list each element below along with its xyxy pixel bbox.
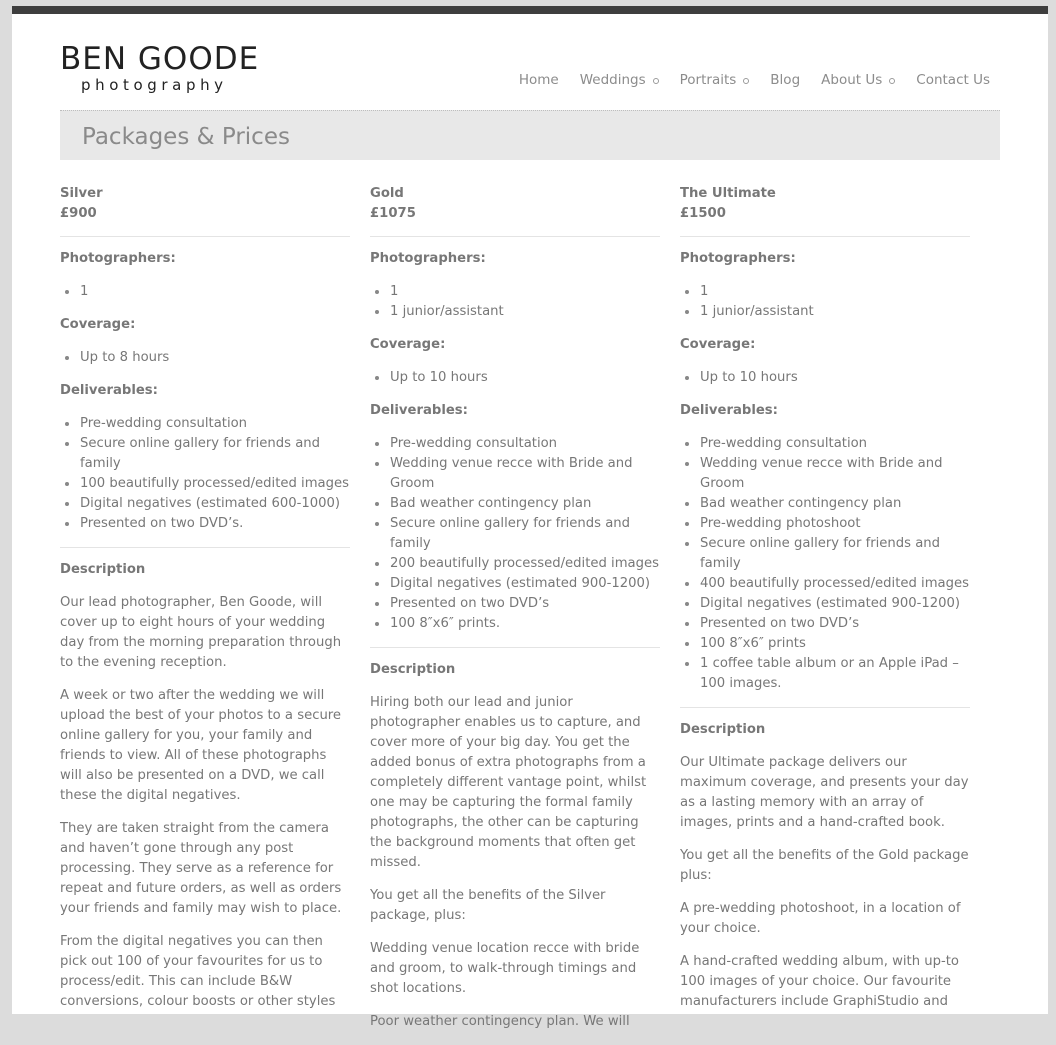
list-item: Presented on two DVD’s.: [80, 514, 350, 534]
description-label: Description: [60, 562, 146, 577]
nav-item-about-us[interactable]: [821, 70, 895, 90]
list-item: Up to 10 hours: [700, 368, 970, 388]
nav-item-blog[interactable]: [770, 70, 800, 90]
package-price: £1500: [680, 206, 726, 221]
list-item: 1 coffee table album or an Apple iPad – 100 images.: [700, 654, 970, 694]
deliverables-list: [680, 434, 970, 694]
nav-item-portraits[interactable]: [680, 70, 750, 90]
page-frame: [12, 6, 1048, 1029]
list-item: Up to 8 hours: [80, 348, 350, 368]
page-title-bar: [60, 110, 1000, 160]
description-paragraph: Poor weather contingency plan. We will: [370, 1014, 630, 1029]
page-title: Packages & Prices: [82, 124, 290, 150]
description-paragraph: Hiring both our lead and junior photographer enables us to capture, and cover more of your big day. You get the added bonus of extra photographs from a completely different vantage point, whilst one may be capturing the formal family photographs, the other can be capturing the background moments that often get missed.: [370, 695, 647, 870]
package-name: Silver: [60, 186, 103, 201]
nav-item-label: Contact Us: [916, 72, 990, 88]
list-item: Wedding venue recce with Bride and Groom: [390, 454, 660, 494]
deliverables-label: Deliverables:: [60, 383, 158, 398]
package-name: Gold: [370, 186, 404, 201]
list-item: 100 8″x6″ prints: [700, 634, 970, 654]
divider: [370, 236, 660, 237]
nav-item-label: Portraits: [679, 72, 737, 88]
list-item: Secure online gallery for friends and family: [390, 514, 660, 554]
photographers-list: [680, 282, 970, 322]
description-paragraph: A pre-wedding photoshoot, in a location of your choice.: [680, 901, 961, 936]
list-item: Presented on two DVD’s: [390, 594, 660, 614]
nav-item-label: About Us: [821, 72, 883, 88]
nav-item-label: Blog: [770, 72, 801, 88]
list-item: 1: [80, 282, 350, 302]
photographers-label: Photographers:: [60, 251, 176, 266]
description-label: Description: [370, 662, 456, 677]
list-item: Bad weather contingency plan: [700, 494, 970, 514]
deliverables-list: [60, 414, 350, 534]
divider: [60, 236, 350, 237]
divider: [680, 707, 970, 708]
description-paragraph: They are taken straight from the camera and haven’t gone through any post processing. They serve as a reference for repeat and future orders, as well as orders your friends and family may wish to place.: [60, 821, 342, 916]
coverage-label: Coverage:: [370, 337, 446, 352]
list-item: Pre-wedding consultation: [390, 434, 660, 454]
coverage-list: [370, 368, 660, 388]
deliverables-label: Deliverables:: [680, 403, 778, 418]
list-item: Pre-wedding consultation: [80, 414, 350, 434]
list-item: 100 8″x6″ prints.: [390, 614, 660, 634]
list-item: Digital negatives (estimated 600-1000): [80, 494, 350, 514]
deliverables-label: Deliverables:: [370, 403, 468, 418]
coverage-label: Coverage:: [60, 317, 136, 332]
list-item: 100 beautifully processed/edited images: [80, 474, 350, 494]
description-paragraph: Wedding venue location recce with bride and groom, to walk-through timings and shot locations.: [370, 941, 640, 996]
list-item: 1 junior/assistant: [390, 302, 660, 322]
list-item: Pre-wedding photoshoot: [700, 514, 970, 534]
nav-item-label: Weddings: [579, 72, 646, 88]
coverage-list: [60, 348, 350, 368]
list-item: Bad weather contingency plan: [390, 494, 660, 514]
list-item: Pre-wedding consultation: [700, 434, 970, 454]
package-column-gold: [370, 184, 660, 1045]
list-item: Secure online gallery for friends and family: [80, 434, 350, 474]
photographers-label: Photographers:: [680, 251, 796, 266]
dropdown-indicator-icon: [889, 78, 895, 84]
divider: [680, 236, 970, 237]
coverage-label: Coverage:: [680, 337, 756, 352]
photographers-list: [370, 282, 660, 322]
list-item: Up to 10 hours: [390, 368, 660, 388]
photographers-label: Photographers:: [370, 251, 486, 266]
description-paragraph: You get all the benefits of the Silver package, plus:: [370, 888, 606, 923]
list-item: 1: [390, 282, 660, 302]
photographers-list: [60, 282, 350, 302]
nav-item-contact-us[interactable]: [916, 70, 990, 90]
logo-subtitle: photography: [81, 76, 228, 94]
list-item: Wedding venue recce with Bride and Groom: [700, 454, 970, 494]
list-item: 400 beautifully processed/edited images: [700, 574, 970, 594]
package-column-ultimate: [680, 184, 970, 1025]
description-paragraph: Our lead photographer, Ben Goode, will cover up to eight hours of your wedding day from the morning preparation through to the evening reception.: [60, 595, 342, 670]
list-item: Digital negatives (estimated 900-1200): [390, 574, 660, 594]
site-logo[interactable]: [60, 41, 270, 93]
divider: [60, 547, 350, 548]
package-price: £1075: [370, 206, 416, 221]
package-name: The Ultimate: [680, 186, 776, 201]
description-paragraph: You get all the benefits of the Gold package plus:: [680, 848, 969, 883]
package-column-silver: [60, 184, 350, 1025]
list-item: Presented on two DVD’s: [700, 614, 970, 634]
list-item: 1: [700, 282, 970, 302]
description-paragraph: Our Ultimate package delivers our maximum coverage, and presents your day as a lasting memory with an array of images, prints and a hand-crafted book.: [680, 755, 969, 830]
nav-item-label: Home: [518, 72, 559, 88]
list-item: Secure online gallery for friends and family: [700, 534, 970, 574]
nav-item-weddings[interactable]: [580, 70, 659, 90]
dropdown-indicator-icon: [743, 78, 749, 84]
package-price: £900: [60, 206, 97, 221]
logo-name: BEN GOODE: [60, 41, 260, 77]
list-item: 200 beautifully processed/edited images: [390, 554, 660, 574]
dropdown-indicator-icon: [653, 78, 659, 84]
description-label: Description: [680, 722, 766, 737]
deliverables-list: [370, 434, 660, 634]
main-nav: [519, 70, 990, 90]
description-paragraph: From the digital negatives you can then pick out 100 of your favourites for us to process/edit. This can include B&W conversions, colour boosts or other styles: [60, 934, 336, 1009]
description-paragraph: A week or two after the wedding we will upload the best of your photos to a secure online gallery for you, your family and friends to view. All of these photographs will also be presented on a DVD, we call these the digital negatives.: [60, 688, 342, 803]
description-paragraph: A hand-crafted wedding album, with up-to 100 images of your choice. Our favourite manufacturers include GraphiStudio and: [680, 954, 959, 1009]
list-item: Digital negatives (estimated 900-1200): [700, 594, 970, 614]
divider: [370, 647, 660, 648]
nav-item-home[interactable]: [519, 70, 559, 90]
list-item: 1 junior/assistant: [700, 302, 970, 322]
coverage-list: [680, 368, 970, 388]
